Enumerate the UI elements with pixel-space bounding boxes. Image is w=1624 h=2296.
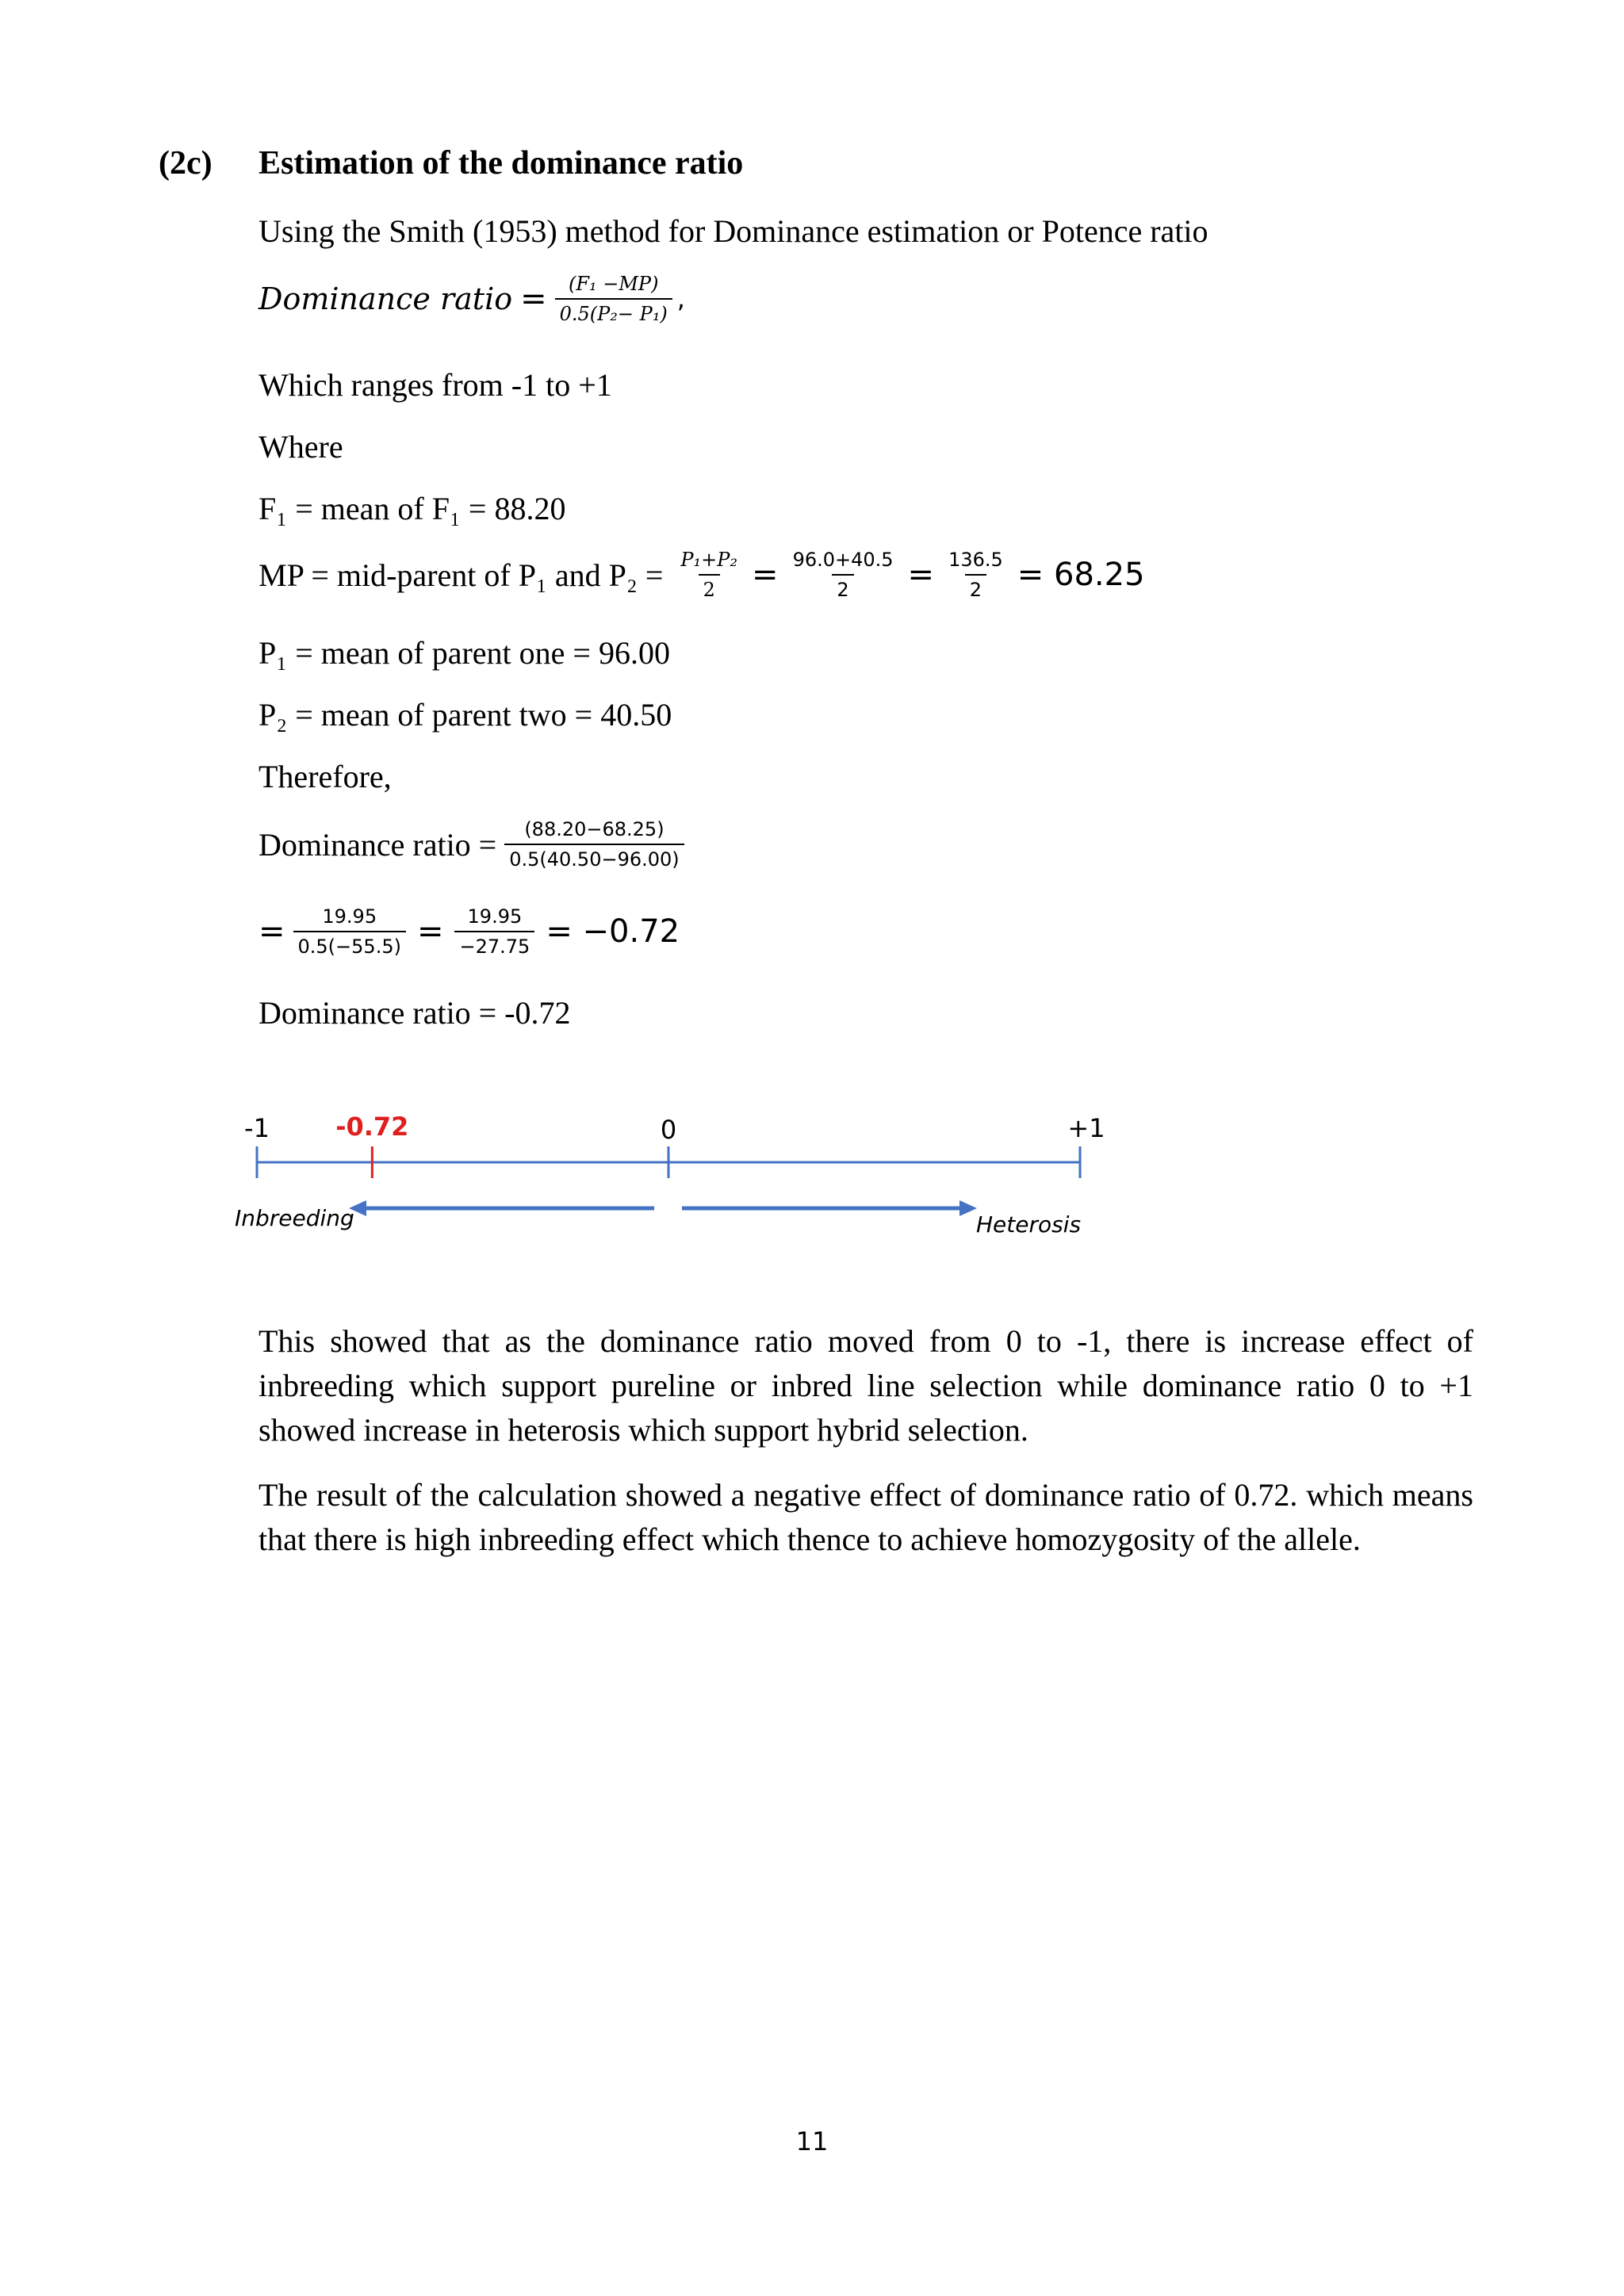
formula-lhs: Dominance ratio <box>259 281 513 316</box>
inbreeding-label: Inbreeding <box>235 1205 354 1231</box>
calc-den-1: 0.5(40.50−96.00) <box>504 844 684 871</box>
conclusion-paragraph-1: This showed that as the dominance ratio moved from 0 to -1, there is increase effect of inbreeding which support pureline or inbred line selection while dominance ratio 0 to +1 showed increase in heterosis which support hybrid selection. <box>259 1323 1473 1448</box>
calc-num-3: 19.95 <box>467 905 523 928</box>
mp-result: = 68.25 <box>1017 557 1145 593</box>
heterosis-label: Heterosis <box>976 1211 1082 1238</box>
calc-fraction-2 <box>293 905 406 958</box>
label-zero: 0 <box>660 1115 677 1145</box>
mp-num-3: 136.5 <box>948 549 1003 571</box>
p2-definition: P₂ = mean of parent two = 40.50 <box>259 697 672 733</box>
range-text: Which ranges from -1 to +1 <box>259 367 612 403</box>
calc-lhs: Dominance ratio = <box>259 826 497 863</box>
f1-definition: F₁ = mean of F₁ = 88.20 <box>259 491 566 526</box>
mp-den-2: 2 <box>832 574 853 601</box>
mp-den-3: 2 <box>965 574 986 601</box>
mp-fraction-3 <box>944 549 1008 601</box>
conclusion-paragraph-2: The result of the calculation showed a negative effect of dominance ratio of 0.72. which means that there is high inbreeding effect which thence to achieve homozygosity of the allele. <box>259 1477 1473 1557</box>
calc-den-2: 0.5(−55.5) <box>293 931 406 958</box>
calc-fraction-1 <box>504 818 684 871</box>
dominance-formula: Dominance ratio = $\frac{\text{(F₁ −MP)}}{\text{0.5(P₂− P₁)}}$ , <box>259 273 685 325</box>
therefore-text: Therefore, <box>259 759 392 794</box>
page-number: 11 <box>795 2126 829 2156</box>
mp-num-2: 96.0+40.5 <box>792 549 894 571</box>
calc-den-3: −27.75 <box>454 931 534 958</box>
calc-fraction-3 <box>454 905 534 958</box>
calc-line-1 <box>259 818 684 871</box>
p1-definition: P₁ = mean of parent one = 96.00 <box>259 635 670 671</box>
section-number: (2c) <box>159 145 213 182</box>
calc-line-2: = $\frac{19.95}{0.5(-55.5)}$ = $\frac{19.95}{-27.75}$ = −0.72 <box>259 905 680 958</box>
calc-result: = −0.72 <box>546 913 680 950</box>
mp-fraction-2 <box>788 549 898 601</box>
formula-comma: , <box>676 284 685 314</box>
formula-denominator: 0.5(P₂− P₁) <box>555 298 672 325</box>
label-mark: -0.72 <box>335 1112 409 1142</box>
formula-numerator: (F₁ −MP) <box>568 273 659 295</box>
intro-text: Using the Smith (1953) method for Dominance estimation or Potence ratio <box>259 213 1208 249</box>
label-max: +1 <box>1067 1113 1105 1143</box>
label-min: -1 <box>244 1113 270 1143</box>
dominance-scale <box>222 1102 1411 1261</box>
where-text: Where <box>259 429 343 465</box>
calc-num-2: 19.95 <box>322 905 377 928</box>
mp-fraction-1 <box>676 549 742 601</box>
mp-prefix: MP = mid-parent of P₁ and P₂ = <box>259 557 664 593</box>
mp-definition: MP = mid-parent of P₁ and P₂ = $\frac{\text{P₁+P₂}}{2}$ = $\frac{96.0+40.5}{2}$ = $\frac{136.5}{2}$ = 68.25 <box>259 549 1145 601</box>
mp-num-1: P₁+P₂ <box>680 549 738 571</box>
section-title: Estimation of the dominance ratio <box>259 145 744 182</box>
calc-num-1: (88.20−68.25) <box>524 818 665 840</box>
formula-fraction <box>555 273 672 325</box>
result-line: Dominance ratio = -0.72 <box>259 995 571 1031</box>
heterosis-arrowhead <box>959 1200 977 1216</box>
mp-den-1: 2 <box>699 574 720 601</box>
